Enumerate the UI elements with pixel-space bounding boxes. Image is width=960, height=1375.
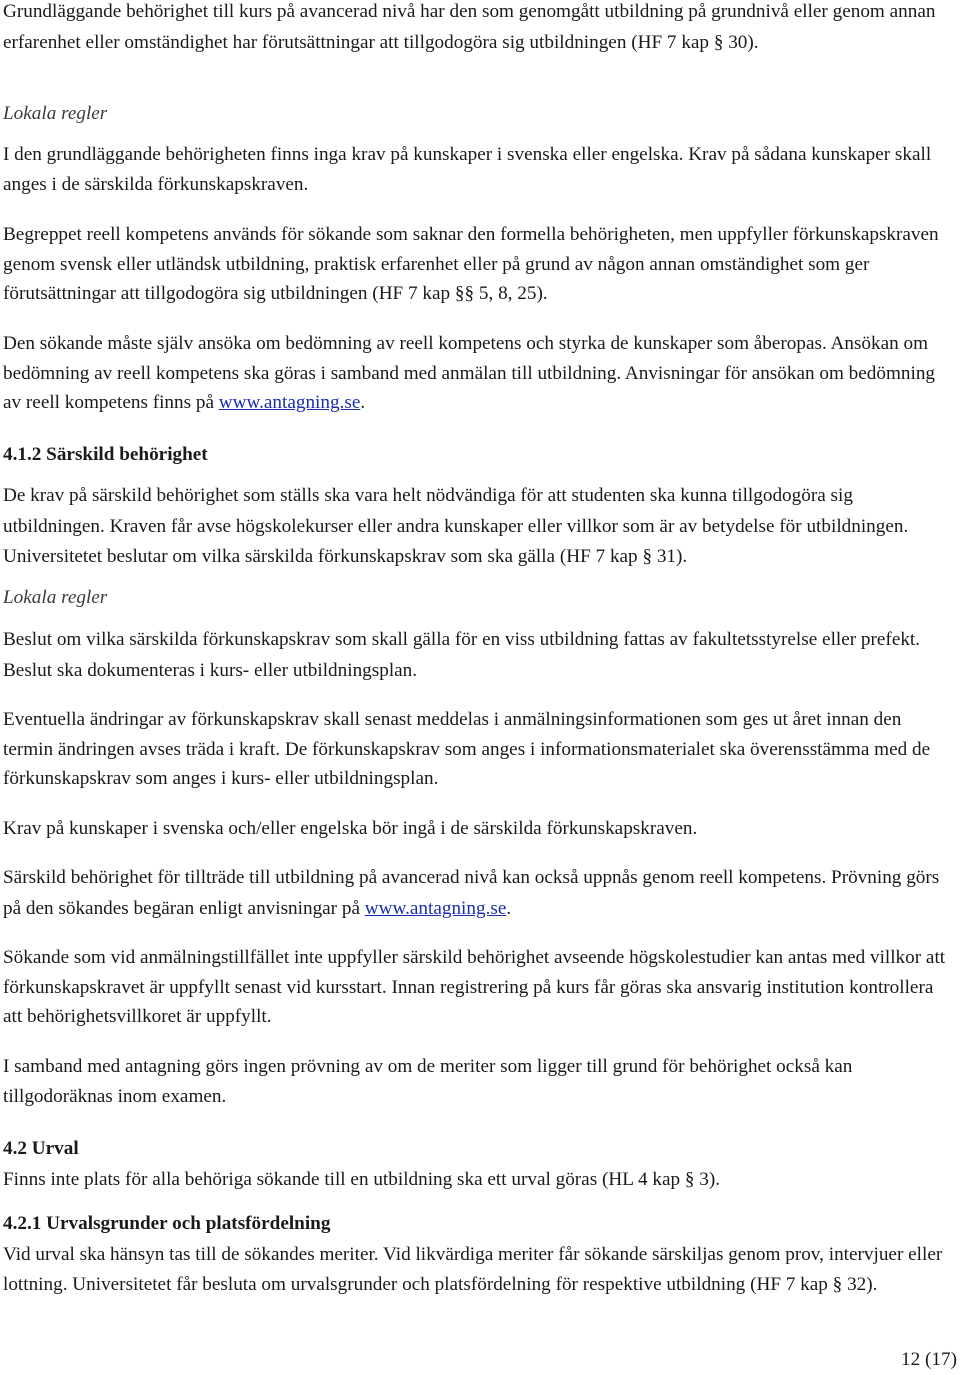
- paragraph-beslut: Beslut om vilka särskilda förkunskapskrav som skall gälla för en viss utbildning fattas av fakultetsstyrelse eller prefekt. Beslut ska dokumenteras i kurs- eller utbildningsplan.: [3, 629, 921, 681]
- local-rules-heading-2: Lokala regler: [3, 587, 108, 608]
- heading-4-1-2: 4.1.2 Särskild behörighet: [3, 444, 208, 465]
- paragraph-sarskild-behorighet: De krav på särskild behörighet som ställs ska vara helt nödvändiga för att studenten ska kunna tillgodogöra sig utbildningen. Kraven får avse högskolekurser eller andra kunskaper eller villkor som är av betydelse för utbildningen. Universitetet beslutar om vilka särskilda förkunskapskrav som ska gälla (HF 7 kap § 31).: [3, 485, 909, 567]
- paragraph-intro: Grundläggande behörighet till kurs på avancerad nivå har den som genomgått utbildning på grundnivå eller genom annan erfarenhet eller omständighet har förutsättningar att tillgodogöra sig utbildningen (HF 7 kap § 30).: [3, 1, 936, 53]
- antagning-link-2[interactable]: www.antagning.se: [364, 897, 507, 919]
- paragraph-language: I den grundläggande behörigheten finns inga krav på kunskaper i svenska eller engelska. Krav på sådana kunskaper skall anges i de särskilda förkunskapskraven.: [3, 144, 932, 195]
- heading-4-2: 4.2 Urval: [3, 1138, 79, 1159]
- paragraph-reell-kompetens: Begreppet reell kompetens används för sökande som saknar den formella behörigheten, men uppfyller förkunskapskraven genom svensk eller utländsk utbildning, praktisk erfarenhet eller på grund av någon annan omständighet som ger förutsättningar att tillgodogöra sig utbildningen (HF 7 kap §§ 5, 8, 25).: [3, 224, 939, 304]
- page-number: 12 (17): [901, 1349, 957, 1370]
- paragraph-villkor: Sökande som vid anmälningstillfället inte uppfyller särskild behörighet avseende högskolestudier kan antas med villkor att förkunskapskravet är uppfyllt senast vid kursstart. Innan registrering på kurs får göras ska ansvarig institution kontrollera att behörighetsvillkoret är uppfyllt.: [3, 947, 946, 1027]
- local-rules-heading-1: Lokala regler: [3, 103, 108, 124]
- paragraph-krav-sprak: Krav på kunskaper i svenska och/eller engelska bör ingå i de särskilda förkunskapskraven.: [3, 818, 698, 839]
- paragraph-tilltrade: Särskild behörighet för tillträde till utbildning på avancerad nivå kan också uppnås genom reell kompetens. Prövning görs på den sökandes begäran enligt anvisningar på www.antagning.se.: [3, 867, 940, 919]
- paragraph-urval: Finns inte plats för alla behöriga sökande till en utbildning ska ett urval göras (HL 4 kap § 3).: [3, 1169, 721, 1190]
- antagning-link-1[interactable]: www.antagning.se: [218, 392, 361, 413]
- paragraph-andringar: Eventuella ändringar av förkunskapskrav skall senast meddelas i anmälningsinformationen som ges ut året innan den termin ändringen avses träda i kraft. De förkunskapskrav som anges i informationsmaterialet ska överensstämma med de förkunskapskrav som anges i kurs- eller utbildningsplan.: [3, 709, 931, 789]
- paragraph-urvalsgrunder: Vid urval ska hänsyn tas till de sökandes meriter. Vid likvärdiga meriter får sökande särskiljas genom prov, intervjuer eller lottning. Universitetet får besluta om urvalsgrunder och platsfördelning för respektive utbildning (HF 7 kap § 32).: [3, 1244, 943, 1295]
- paragraph-meriter: I samband med antagning görs ingen prövning av om de meriter som ligger till grund för behörighet också kan tillgodoräknas inom examen.: [3, 1056, 853, 1107]
- paragraph-ansokan: Den sökande måste själv ansöka om bedömning av reell kompetens och styrka de kunskaper som åberopas. Ansökan om bedömning av reell kompetens ska göras i samband med anmälan till utbildning. Anvisningar för ansökan om bedömning av reell kompetens finns på www.antagning.se.: [3, 333, 936, 413]
- heading-4-2-1: 4.2.1 Urvalsgrunder och platsfördelning: [3, 1213, 331, 1234]
